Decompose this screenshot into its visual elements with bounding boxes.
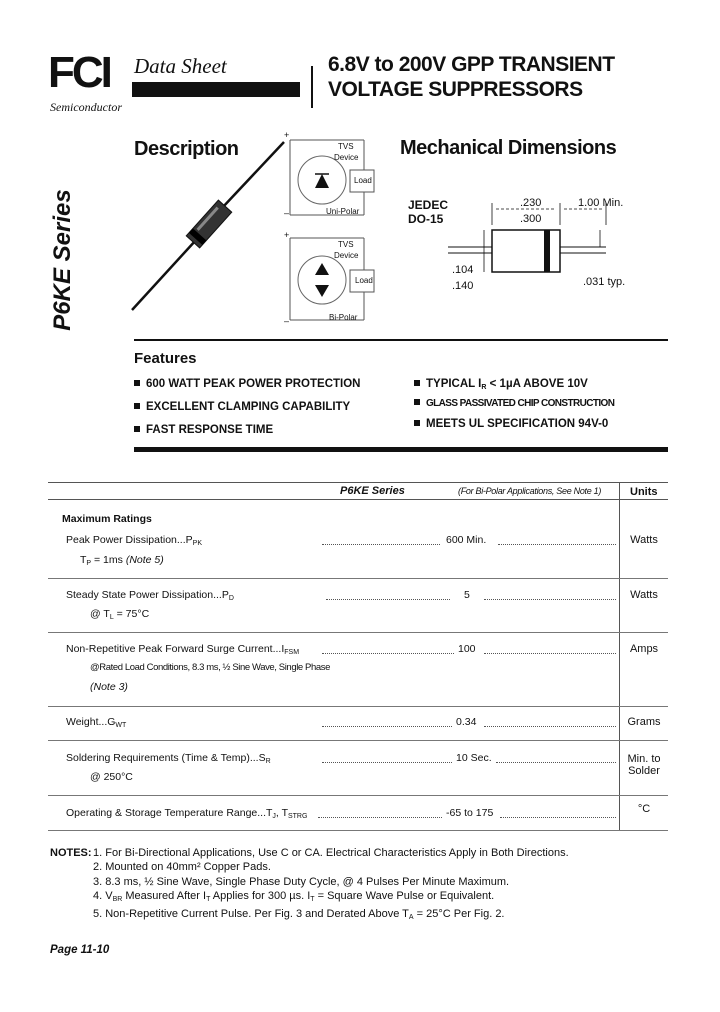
- doc-type-bar: [132, 82, 300, 97]
- leader-dots: [500, 817, 616, 818]
- feature-typical-text: TYPICAL I: [426, 378, 482, 390]
- row-separator: [48, 578, 668, 579]
- leader-dots: [322, 762, 452, 763]
- uni-plus: +: [284, 130, 290, 140]
- max-ratings-heading: Maximum Ratings: [62, 513, 152, 525]
- bi-minus: –: [284, 316, 290, 326]
- notes-label: NOTES:: [50, 847, 92, 859]
- table-top-rule: [48, 482, 668, 483]
- body-diameter-min: .104: [452, 264, 474, 276]
- doc-type: Data Sheet: [134, 54, 227, 78]
- row-soldering-value: 10 Sec.: [456, 752, 492, 764]
- table-series-header: P6KE Series: [340, 485, 405, 497]
- row-peak-power-value: 600 Min.: [446, 534, 487, 546]
- leader-dots: [318, 817, 442, 818]
- body-length-max: .300: [520, 213, 542, 225]
- row-surge-note: (Note 3): [90, 681, 128, 693]
- bi-device-label: Device: [334, 251, 359, 260]
- bi-plus: +: [284, 230, 290, 240]
- uni-polar-label: Uni-Polar: [326, 207, 360, 216]
- description-heading: Description: [134, 138, 239, 160]
- row-soldering-label: Soldering Requirements (Time & $Temp)...S_R$: [66, 752, 271, 765]
- row-weight-unit: Grams: [627, 716, 661, 728]
- row-peak-power-label: Peak Power $Dissipation...P_{PK}$: [66, 534, 202, 547]
- table-header-rule: [48, 499, 668, 500]
- logo-text: FCI: [48, 48, 110, 97]
- feature-item: FAST RESPONSE TIME: [134, 424, 273, 436]
- circuit-diagrams: [280, 130, 380, 330]
- page-title: [328, 52, 615, 102]
- row-separator: [48, 706, 668, 707]
- feature-item: MEETS UL SPECIFICATION 94V-0: [414, 418, 608, 430]
- row-temp-unit: °C: [637, 803, 651, 815]
- note-item: 2. Mounted on 40mm² Copper Pads.: [93, 861, 271, 874]
- series-label-text: P6KE Series: [49, 189, 76, 331]
- row-separator: [48, 632, 668, 633]
- diode-illustration: [126, 140, 286, 320]
- table-bottom-rule: [48, 830, 668, 831]
- leader-dots: [496, 762, 616, 763]
- package-text: DO-15: [408, 212, 444, 226]
- feature-typical-sub: R: [481, 384, 487, 391]
- feature-item: 600 WATT PEAK POWER PROTECTION: [134, 378, 360, 390]
- row-weight-value: 0.34: [456, 716, 477, 728]
- row-surge-label: Non-Repetitive Peak Forward Surge $Current...I_{FSM}$: [66, 643, 300, 656]
- row-soldering-unit: Min. to Solder: [627, 753, 661, 777]
- jedec-label: [408, 198, 448, 226]
- table-units-header: Units: [630, 486, 658, 498]
- leader-dots: [498, 544, 616, 545]
- diode-body: [186, 200, 231, 248]
- diode-lead-lower: [132, 240, 196, 310]
- features-heading: Features: [134, 350, 197, 367]
- row-surge-unit: Amps: [629, 643, 659, 655]
- row-peak-power-unit: Watts: [630, 534, 658, 546]
- row-temp-label: Operating & Storage Temperature $Range...T_J$, $T_{STRG}$: [66, 807, 308, 820]
- uni-device-label: Device: [334, 153, 359, 162]
- leader-dots: [484, 653, 616, 654]
- bi-load-label: Load: [355, 276, 373, 285]
- row-separator: [48, 795, 668, 796]
- body-length-min: .230: [520, 197, 542, 209]
- row-surge-value: 100: [458, 643, 476, 655]
- diode-lead-upper: [222, 142, 284, 208]
- uni-minus: –: [284, 208, 290, 218]
- leader-dots: [326, 599, 450, 600]
- header-divider: [311, 66, 313, 108]
- bi-polar-label: Bi-Polar: [329, 313, 358, 322]
- leader-dots: [322, 653, 454, 654]
- jedec-text: JEDEC: [408, 198, 449, 212]
- row-surge-cond: @Rated Load Conditions, 8.3 ms, ½ Sine Wave, Single Phase: [90, 662, 330, 673]
- leader-dots: [484, 599, 616, 600]
- note-item: 3. 8.3 ms, ½ Sine Wave, Single Phase Duty Cycle, @ 4 Pulses Per Minute Maximum.: [93, 875, 510, 888]
- row-weight-label: $Weight...G_{WT}$: [66, 716, 127, 729]
- body-diameter-max: .140: [452, 280, 474, 292]
- bi-tvs-label: TVS: [338, 240, 354, 249]
- uni-tvs-label: TVS: [338, 142, 354, 151]
- uni-load-label: Load: [354, 176, 372, 185]
- mechanical-heading: Mechanical Dimensions: [400, 137, 617, 159]
- row-peak-power-cond: $T_P = 1ms$ (Note 5): [80, 554, 164, 567]
- row-steady-power-label: Steady State Power $Dissipation...P_D$: [66, 589, 234, 602]
- section-thick-rule: [134, 447, 668, 452]
- logo-subtitle: Semiconductor: [50, 100, 122, 114]
- leader-dots: [322, 726, 452, 727]
- leader-dots: [484, 726, 616, 727]
- note-item: 1. For Bi-Directional Applications, Use C or CA. Electrical Characteristics Apply in Both Directions.: [93, 847, 569, 859]
- page-number: Page 11-10: [50, 944, 110, 956]
- leader-dots: [322, 544, 440, 545]
- notes-list: [93, 846, 569, 925]
- note-item: 4. $V_{BR}$ Measured After $I_T$ Applies for 300 µs. $I_T$ = Square Wave Pulse or Equivalent.: [93, 889, 495, 903]
- row-separator: [48, 740, 668, 741]
- lead-length: 1.00 Min.: [578, 197, 624, 209]
- note-item: 5. Non-Repetitive Current Pulse. Per Fig. 3 and Derated Above $T_A = 25^\circ C$ Per Fig. 2.: [93, 908, 505, 922]
- feature-item: GLASS PASSIVATED CHIP CONSTRUCTION: [414, 398, 614, 409]
- title-line-2: VOLTAGE SUPPRESSORS: [328, 78, 583, 101]
- row-temp-value: -65 to 175: [446, 807, 494, 819]
- do15-cathode-band: [544, 230, 550, 272]
- row-soldering-cond: @ 250°C: [90, 771, 133, 783]
- title-line-1: 6.8V to 200V GPP TRANSIENT: [328, 53, 615, 76]
- features-rule: [134, 339, 668, 341]
- row-steady-power-cond: @ $T_L = 75^\circ C$: [90, 608, 150, 621]
- fci-logo: [48, 50, 126, 100]
- row-steady-power-value: 5: [464, 589, 470, 601]
- lead-diameter: .031 typ.: [583, 276, 626, 288]
- table-bipolar-note: (For Bi-Polar Applications, See Note 1): [458, 486, 602, 496]
- feature-typical-rest: < 1µA ABOVE 10V: [486, 378, 588, 390]
- feature-item-typical: [414, 378, 588, 391]
- row-steady-power-unit: Watts: [630, 589, 658, 601]
- series-label: [48, 180, 78, 340]
- feature-item: EXCELLENT CLAMPING CAPABILITY: [134, 401, 350, 413]
